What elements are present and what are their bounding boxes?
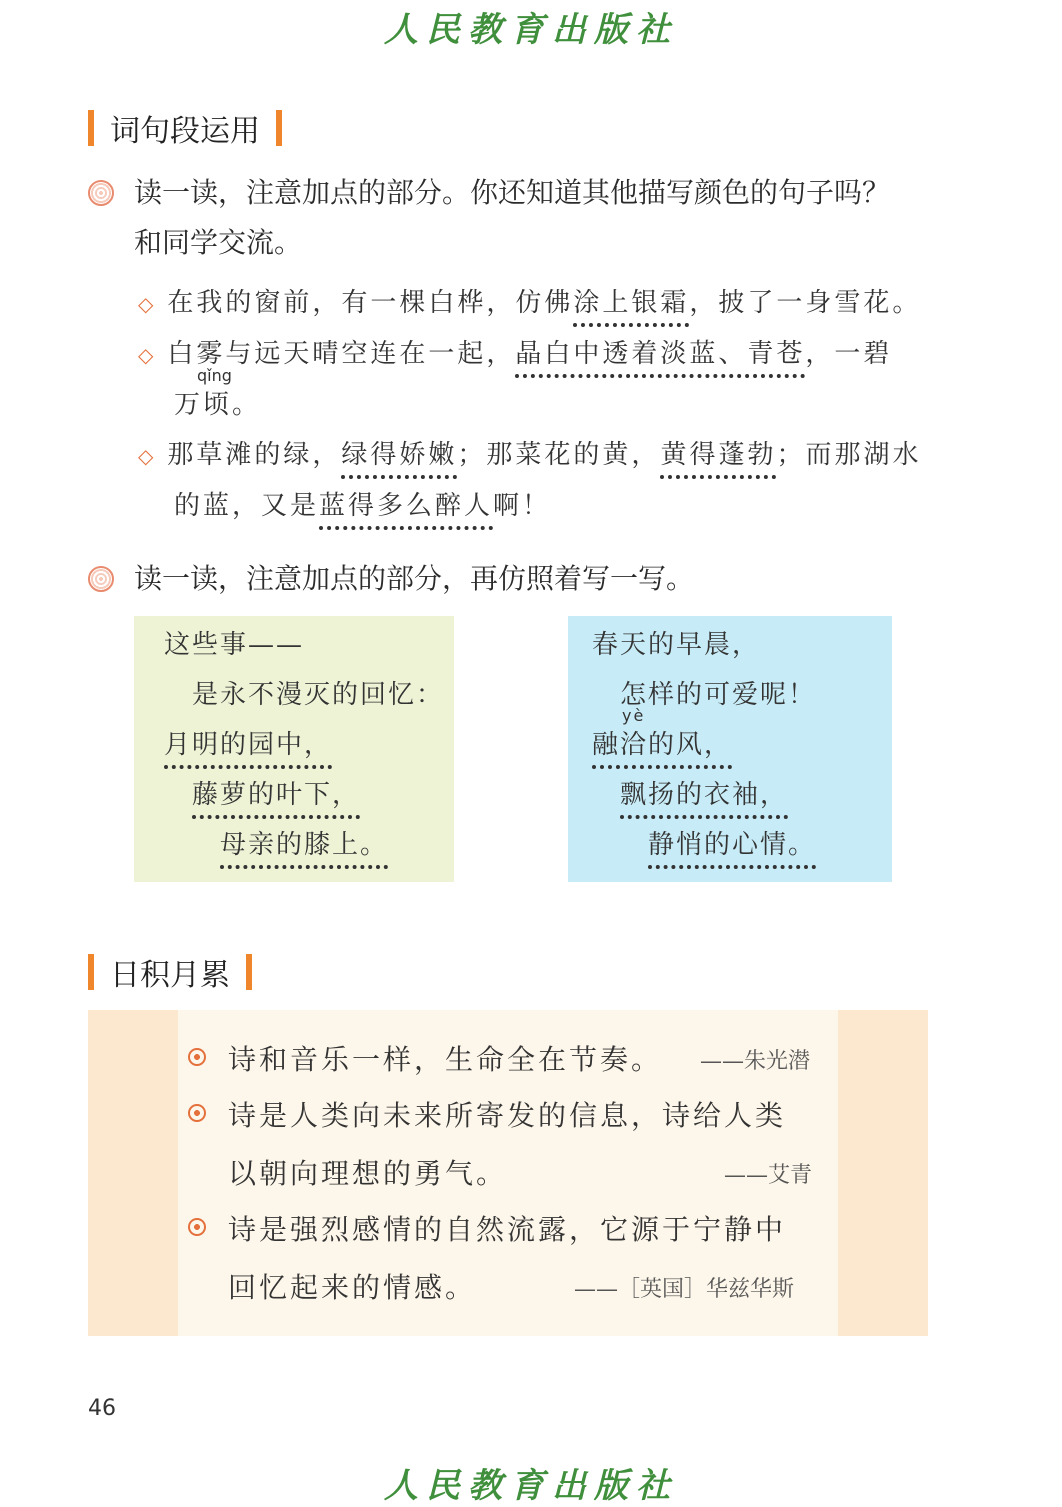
pinyin-annotation: yè — [622, 706, 646, 725]
text: 的蓝，又是 — [174, 491, 320, 521]
text: ，披了一身雪花。 — [689, 288, 922, 318]
text: ；而那湖水 — [776, 440, 922, 470]
section-title: 词句段运用 — [110, 114, 260, 149]
task1-instruction — [134, 168, 934, 268]
example-sentence-2-cont — [174, 384, 261, 421]
heading-bar-left — [88, 954, 94, 990]
poem-line-dotted: 母亲的膝上。 — [220, 830, 389, 860]
poem-line: 这些事—— — [164, 630, 305, 660]
text: 万顷。 — [174, 390, 262, 420]
dotted-text: 蓝得多么醉人 — [319, 491, 494, 521]
example-sentence-3 — [138, 434, 921, 471]
publisher-logo: 人民教育出版社 — [384, 10, 678, 50]
text: 啊！ — [493, 491, 552, 521]
circle-bullet-icon — [188, 1048, 206, 1066]
task-bullet-icon — [88, 180, 114, 206]
page-number: 46 — [88, 1396, 116, 1421]
dotted-text: 晶白中透着淡蓝、青苍 — [515, 339, 806, 369]
quote-text: 回忆起来的情感。 — [228, 1271, 477, 1304]
poem-line: 怎样的可爱呢！ — [620, 680, 817, 710]
poem-line: 春天的早晨， — [592, 630, 761, 660]
poem-line-dotted: 月明的园中， — [164, 730, 333, 760]
dotted-text: 黄得蓬勃 — [660, 440, 777, 470]
quote-text: 诗是人类向未来所寄发的信息，诗给人类 — [228, 1099, 787, 1132]
task-bullet-icon — [88, 566, 114, 592]
heading-bar-right — [246, 954, 252, 990]
heading-bar-left — [88, 110, 94, 146]
quote-author: ——［英国］华兹华斯 — [574, 1277, 795, 1302]
example-sentence-2 — [138, 333, 892, 370]
quote-text: 诗是强烈感情的自然流露，它源于宁静中 — [228, 1213, 787, 1246]
poem-line-dotted: 融洽的风， — [592, 730, 733, 760]
dotted-text: 绿得娇嫩 — [341, 440, 458, 470]
text: ，一碧 — [805, 339, 893, 369]
task1-line2: 和同学交流。 — [134, 226, 303, 259]
diamond-bullet-icon: ◇ — [138, 292, 154, 316]
example-sentence-3-cont — [174, 485, 551, 522]
text: ；那菜花的黄， — [457, 440, 661, 470]
text: 在我的窗前，有一棵白桦，仿佛 — [167, 288, 574, 318]
diamond-bullet-icon: ◇ — [138, 444, 154, 468]
quotes-panel — [88, 1010, 928, 1336]
heading-bar-right — [276, 110, 282, 146]
circle-bullet-icon — [188, 1104, 206, 1122]
poem-line-dotted: 藤萝的叶下， — [192, 780, 361, 810]
poem-box-left — [134, 616, 454, 882]
section-heading-1 — [88, 108, 282, 148]
quote-text: 诗和音乐一样，生命全在节奏。 — [228, 1043, 663, 1076]
text: 白雾与远天晴空连在一起， — [167, 339, 516, 369]
circle-bullet-icon — [188, 1218, 206, 1236]
quote-text: 以朝向理想的勇气。 — [228, 1157, 508, 1190]
text: 那草滩的绿， — [167, 440, 342, 470]
example-sentence-1 — [138, 282, 921, 319]
poem-line-dotted: 飘扬的衣袖， — [620, 780, 789, 810]
dotted-text: 涂上银霜 — [573, 288, 690, 318]
poem-box-right — [568, 616, 892, 882]
task2-instruction: 读一读，注意加点的部分，再仿照着写一写。 — [134, 562, 695, 595]
pinyin-annotation: qǐng — [197, 366, 232, 385]
quote-author: ——朱光潜 — [700, 1049, 811, 1074]
poem-line-dotted: 静悄的心情。 — [648, 830, 817, 860]
publisher-logo-footer: 人民教育出版社 — [384, 1466, 678, 1506]
section-heading-2 — [88, 952, 252, 992]
quote-author: ——艾青 — [724, 1163, 813, 1188]
diamond-bullet-icon: ◇ — [138, 343, 154, 367]
task1-line1: 读一读，注意加点的部分。你还知道其他描写颜色的句子吗？ — [134, 176, 891, 209]
section-title: 日积月累 — [110, 958, 230, 993]
poem-line: 是永不漫灭的回忆： — [192, 680, 445, 710]
